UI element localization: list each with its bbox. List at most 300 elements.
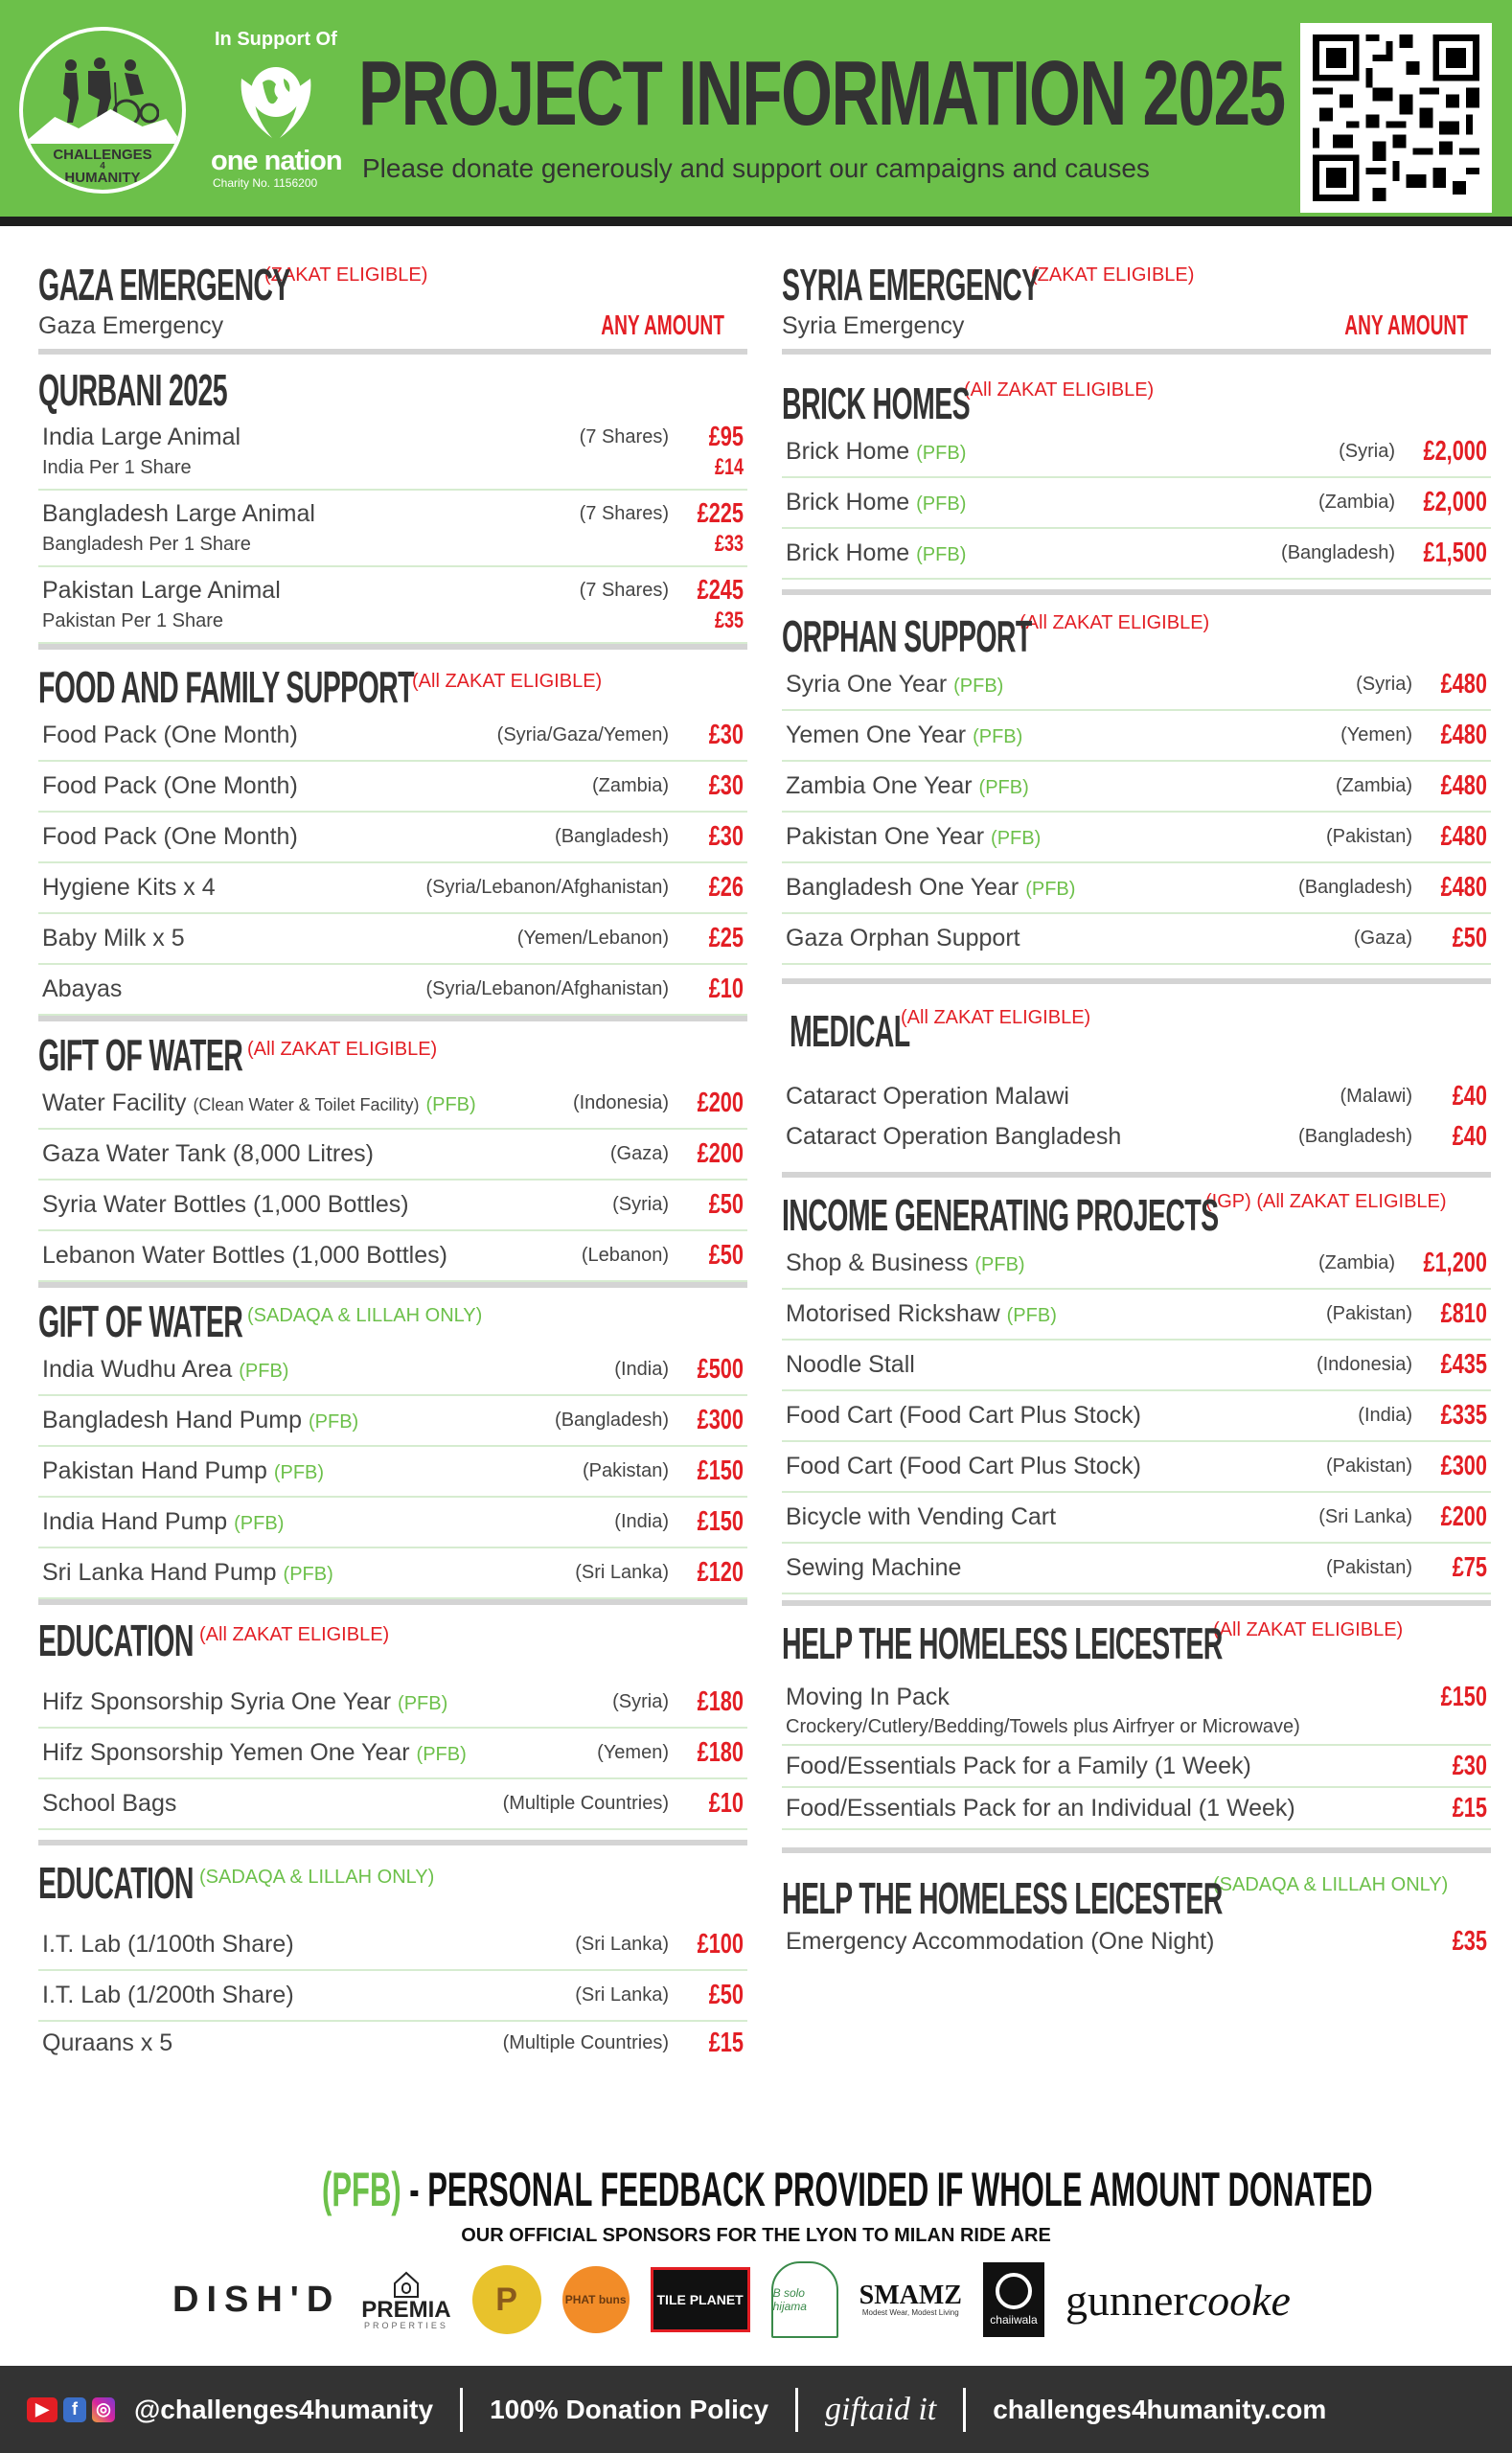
list-item [38,1231,747,1282]
list-item [38,1130,747,1181]
list-item [782,863,1491,914]
header-banner [0,0,1512,217]
item-name: Cataract Operation Bangladesh [786,1122,1122,1150]
item-name: Gaza Orphan Support [786,925,1020,951]
list-item [38,863,747,914]
item-country: (Sri Lanka) [1318,1506,1412,1527]
list-item [782,1493,1491,1544]
right-column [782,251,1491,1960]
item-name-text: Brick Home [786,438,910,465]
sponsor-gunnercooke-b: cooke [1187,2275,1291,2325]
pfb-tag: (PFB) [234,1513,285,1534]
item-name: Baby Milk x 5 [42,925,185,951]
item-country: (Syria) [612,1194,669,1215]
item-price: £15 [1452,1792,1487,1823]
item-country: (Syria/Gaza/Yemen) [496,724,669,745]
item-name: Sewing Machine [786,1554,962,1581]
item-name: Emergency Accommodation (One Night) [786,1927,1215,1955]
item-name: Hygiene Kits x 4 [42,874,216,901]
item-price: £200 [697,1138,744,1169]
list-item [782,1442,1491,1493]
item-sub-price: £33 [714,531,744,557]
item-name: Bangladesh Large Animal [42,499,315,527]
item-sub-price: £14 [714,454,744,480]
section-brick-homes [782,379,1491,595]
section-title: ORPHAN SUPPORT [782,611,1032,661]
section-title: EDUCATION [38,1616,194,1665]
item-country: (Gaza) [609,1143,669,1164]
youtube-icon[interactable]: ▶ [27,2397,57,2422]
item-shares: (7 Shares) [579,579,669,601]
item-name: Food Pack (One Month) [42,772,298,799]
item-price: £15 [708,2027,744,2058]
list-item [782,660,1491,711]
list-item [38,813,747,863]
item-sub-name: India Per 1 Share [42,456,192,478]
item-country: (Zambia) [591,775,669,796]
list-item [782,1391,1491,1442]
item-name: Food Pack (One Month) [42,823,298,850]
item-name-text: Bangladesh Hand Pump [42,1407,303,1433]
sponsor-logos [172,2257,1399,2343]
list-item [782,1922,1491,1960]
item-name [42,1089,476,1117]
list-item [38,1920,747,1971]
item-name [42,1457,324,1485]
item-name-text: Zambia One Year [786,772,973,799]
item-sub-price: £35 [714,608,744,633]
item-name-text: Pakistan Hand Pump [42,1457,267,1484]
item-price: £35 [1452,1925,1487,1957]
item-country: (India) [614,1359,669,1380]
list-item [38,2022,747,2064]
item-name-text: Brick Home [786,489,910,516]
list-item [782,914,1491,965]
item-price: £50 [708,1189,744,1220]
list-item [38,711,747,762]
section-homeless-sadaqa [782,1874,1491,1960]
item-price: £75 [1452,1552,1487,1583]
pfb-tag: (PFB) [1006,1305,1057,1326]
pfb-tag: (PFB) [916,544,967,565]
item-name [786,772,1029,800]
list-item [782,478,1491,529]
item-name-text: Syria One Year [786,671,948,698]
item-name-text: Motorised Rickshaw [786,1300,1000,1327]
list-item [782,529,1491,580]
footer [0,2366,1512,2453]
pfb-tag: (PFB) [978,777,1029,798]
zakat-tag: (All ZAKAT ELIGIBLE) [901,1007,1091,1028]
item-name: Pakistan Large Animal [42,576,281,604]
item-shares: (7 Shares) [579,502,669,524]
list-item [782,1239,1491,1290]
item-country: (Zambia) [1317,492,1395,513]
logo-text-line2: 4 [100,161,105,172]
website-link[interactable]: challenges4humanity.com [993,2394,1327,2424]
item-name-text: Hifz Sponsorship Yemen One Year [42,1739,410,1766]
pfb-tag: (PFB) [398,1693,448,1714]
item-price: £480 [1440,669,1487,699]
item-price: £26 [708,872,744,903]
pfb-tag: (PFB) [239,1361,289,1382]
item-country: (Gaza) [1353,928,1412,949]
item-name [42,1356,288,1384]
item-name: Gaza Emergency [38,311,224,339]
item-name: Moving In Pack [786,1683,950,1710]
item-price: £150 [697,1456,744,1486]
item-country: (Pakistan) [1325,826,1412,847]
sponsor-dishd-logo: DISH'D [172,2279,341,2320]
item-country: (Sri Lanka) [575,1934,669,1955]
teapot-icon [996,2273,1032,2309]
item-country: (Multiple Countries) [502,2031,669,2053]
list-item [38,1971,747,2022]
logo-text-line3: HUMANITY [64,170,141,186]
section-education-sadaqa [38,1859,747,2064]
item-price: £40 [1452,1120,1487,1152]
list-item [782,1290,1491,1341]
list-item [38,1447,747,1498]
item-price: £480 [1440,720,1487,750]
zakat-tag: (All ZAKAT ELIGIBLE) [199,1624,390,1645]
item-name [786,671,1003,699]
list-item [38,1779,747,1830]
list-item [38,1181,747,1231]
item-name-text: India Hand Pump [42,1508,228,1535]
item-name: Lebanon Water Bottles (1,000 Bottles) [42,1242,447,1269]
item-country: (Syria/Lebanon/Afghanistan) [425,978,669,999]
item-country: (Syria) [612,1691,669,1712]
item-name: Bicycle with Vending Cart [786,1503,1057,1530]
pfb-tag: (PFB) [273,1462,325,1483]
list-item [38,1729,747,1779]
item-country: (Zambia) [1317,1252,1395,1273]
item-price: £30 [708,821,744,852]
sponsor-gunnercooke-logo [1065,2275,1291,2326]
item-name [42,1739,467,1767]
item-country: (Bangladesh) [1281,542,1395,563]
zakat-tag: (All ZAKAT ELIGIBLE) [412,671,603,692]
list-item [38,1345,747,1396]
item-price: £300 [1440,1451,1487,1481]
sponsor-phat-buns-logo: PHAT buns [562,2266,630,2333]
item-name: I.T. Lab (1/100th Share) [42,1931,294,1958]
zakat-tag: (ZAKAT ELIGIBLE) [264,264,428,286]
header-divider [0,217,1512,226]
item-sub-name: Pakistan Per 1 Share [42,609,223,631]
pfb-tag: (PFB) [916,493,967,515]
pfb-tag: (PFB) [416,1744,467,1765]
item-name-text: Pakistan One Year [786,823,985,850]
list-item [782,1116,1491,1157]
item-country: (Bangladesh) [555,1410,669,1431]
list-item [782,1681,1491,1746]
item-note: (Clean Water & Toilet Facility) [193,1095,420,1114]
item-name [786,539,966,567]
item-price: £200 [697,1088,744,1118]
pfb-tag: (PFB) [916,443,967,464]
pfb-explanation [0,2162,1512,2217]
divider [963,2388,966,2432]
section-income-generating-projects [782,1191,1491,1606]
item-name [786,1300,1057,1328]
section-qurbani [38,366,747,650]
section-title: SYRIA EMERGENCY [782,260,1040,309]
item-country: (Syria/Lebanon/Afghanistan) [425,877,669,898]
item-price: ANY AMOUNT [1344,309,1468,341]
item-name: Cataract Operation Malawi [786,1082,1069,1110]
donation-policy: 100% Donation Policy [490,2394,769,2424]
zakat-tag: (All ZAKAT ELIGIBLE) [1213,1619,1404,1640]
section-title: EDUCATION [38,1858,194,1908]
pfb-tag: (PFB) [973,726,1023,747]
item-price: £180 [697,1737,744,1768]
item-price: £500 [697,1354,744,1385]
item-country: (India) [1358,1405,1412,1426]
list-item [38,965,747,1016]
page-title: PROJECT INFORMATION 2025 [358,42,1285,145]
item-name-text: India Wudhu Area [42,1356,233,1383]
item-country: (Indonesia) [572,1092,669,1113]
item-country: (Yemen) [597,1742,669,1763]
qr-code[interactable] [1300,23,1492,213]
item-name: Quraans x 5 [42,2029,173,2056]
section-title: INCOME GENERATING PROJECTS [782,1190,1219,1240]
item-country: (Malawi) [1340,1085,1412,1107]
section-title: QURBANI 2025 [38,365,228,415]
house-icon [392,2270,421,2299]
zakat-tag: (ZAKAT ELIGIBLE) [1031,264,1195,286]
item-country: (Pakistan) [1325,1303,1412,1324]
zakat-tag: (All ZAKAT ELIGIBLE) [964,379,1155,401]
pfb-tag: (PFB) [308,1411,359,1433]
partner-name: one nation [211,146,342,176]
section-title: BRICK HOMES [782,378,970,428]
social-handle[interactable]: @challenges4humanity [134,2394,434,2424]
item-price: £1,200 [1423,1248,1487,1278]
item-country: (Multiple Countries) [502,1793,669,1814]
list-item [38,1396,747,1447]
list-item [782,711,1491,762]
item-price: £30 [708,770,744,801]
section-title: GIFT OF WATER [38,1030,243,1080]
item-name: Gaza Water Tank (8,000 Litres) [42,1140,374,1167]
pfb-tag: (PFB) [953,676,1004,697]
challenges4humanity-logo [19,27,186,194]
item-price: £480 [1440,821,1487,852]
section-gaza-emergency [38,261,747,355]
list-item [38,1548,747,1599]
section-syria-emergency [782,261,1491,355]
section-gift-of-water-sadaqa [38,1297,747,1605]
divider [795,2388,798,2432]
sponsor-gunnercooke-a: gunner [1065,2275,1188,2325]
sadaqa-tag: (SADAQA & LILLAH ONLY) [247,1305,483,1326]
item-price: £2,000 [1423,487,1487,517]
list-item [782,1341,1491,1391]
list-item [782,1076,1491,1116]
item-price: £50 [1452,923,1487,953]
sponsor-smamz-sub: Modest Wear, Modest Living [861,2308,959,2317]
item-price: £150 [1440,1681,1487,1712]
list-item [782,813,1491,863]
item-description: Crockery/Cutlery/Bedding/Towels plus Airfryer or Microwave) [786,1715,1300,1737]
item-price: £150 [697,1506,744,1537]
pfb-tag: (PFB) [991,828,1042,849]
item-sub-name: Bangladesh Per 1 Share [42,533,251,555]
item-price: ANY AMOUNT [601,309,724,341]
item-price: £435 [1440,1349,1487,1380]
item-name-text: Water Facility [42,1089,187,1116]
item-country: (Syria) [1356,674,1412,695]
sadaqa-tag: (SADAQA & LILLAH ONLY) [1213,1874,1449,1895]
sponsor-b-solo-hijama-logo: B solo hijama [771,2261,838,2338]
list-item [38,1678,747,1729]
list-item [782,1746,1491,1788]
item-name-text: Hifz Sponsorship Syria One Year [42,1688,392,1715]
pfb-tag: (PFB) [283,1564,333,1585]
sponsor-premia-logo [361,2270,450,2330]
item-country: (Bangladesh) [1298,1125,1412,1147]
item-name [786,438,966,466]
item-country: (Bangladesh) [1298,877,1412,898]
item-name-text: Yemen One Year [786,722,967,748]
section-title: GIFT OF WATER [38,1296,243,1346]
zakat-tag: (All ZAKAT ELIGIBLE) [247,1039,438,1060]
list-item [38,414,747,491]
list-item [38,491,747,567]
section-title: HELP THE HOMELESS LEICESTER [782,1618,1223,1668]
item-name: I.T. Lab (1/200th Share) [42,1982,294,2008]
pfb-tag: (PFB) [974,1254,1025,1275]
item-price: £40 [1452,1080,1487,1112]
sponsor-smamz-name: SMAMZ [859,2281,962,2310]
item-country: (India) [614,1511,669,1532]
item-country: (Syria) [1339,441,1395,462]
item-price: £300 [697,1405,744,1435]
item-country: (Bangladesh) [555,826,669,847]
item-country: (Yemen/Lebanon) [516,928,669,949]
divider [460,2388,463,2432]
zakat-tag: (IGP) (All ZAKAT ELIGIBLE) [1205,1191,1447,1212]
item-price: £50 [708,1980,744,2010]
item-name [42,1559,333,1587]
item-country: (Indonesia) [1316,1354,1412,1375]
item-country: (Sri Lanka) [575,1562,669,1583]
item-name-text: Brick Home [786,539,910,566]
item-name: Food/Essentials Pack for a Family (1 Week) [786,1752,1251,1779]
section-title: HELP THE HOMELESS LEICESTER [782,1873,1223,1923]
list-item [782,427,1491,478]
sponsor-smamz-logo [859,2282,962,2317]
item-price: £10 [708,1788,744,1819]
item-country: (Pakistan) [1325,1456,1412,1477]
section-education-zakat [38,1616,747,1845]
sponsor-chaiiwala-name: chaiiwala [990,2313,1038,2327]
item-price: £200 [1440,1502,1487,1532]
item-price: £50 [708,1240,744,1271]
item-price: £480 [1440,770,1487,801]
sponsor-chaiiwala-logo [983,2262,1044,2337]
item-name [786,1249,1025,1277]
item-name: India Large Animal [42,423,241,450]
list-item [38,1498,747,1548]
item-name [786,823,1041,851]
pfb-tag: (PFB) [1025,879,1076,900]
section-title: FOOD AND FAMILY SUPPORT [38,662,414,712]
item-price: £25 [708,923,744,953]
item-name: Food Cart (Food Cart Plus Stock) [786,1453,1141,1479]
globe-hands-icon [234,59,318,140]
item-name: Food Cart (Food Cart Plus Stock) [786,1402,1141,1429]
left-column [38,251,747,2064]
item-price: £225 [697,497,744,529]
item-name [42,1508,284,1536]
logo-text-line1: CHALLENGES [53,147,152,163]
in-support-of-label: In Support Of [215,29,337,50]
item-country: (Zambia) [1335,775,1412,796]
section-orphan-support [782,612,1491,984]
item-shares: (7 Shares) [579,425,669,447]
list-item [38,567,747,644]
pfb-label: (PFB) [322,2163,401,2216]
item-name-text: Sri Lanka Hand Pump [42,1559,277,1586]
item-name: Syria Emergency [782,311,965,339]
item-price: £95 [708,421,744,452]
list-item [782,1788,1491,1830]
section-title: MEDICAL [790,1006,910,1056]
sponsors-label: OUR OFFICIAL SPONSORS FOR THE LYON TO MILAN RIDE ARE [461,2225,1051,2246]
item-name: Food/Essentials Pack for an Individual (1 Week) [786,1794,1295,1822]
list-item [782,762,1491,813]
section-medical [782,1007,1491,1178]
pfb-tag: (PFB) [425,1094,476,1115]
section-title: GAZA EMERGENCY [38,260,290,309]
item-name [42,1407,358,1434]
item-price: £810 [1440,1298,1487,1329]
partner-charity-number: Charity No. 1156200 [213,176,318,190]
item-price: £180 [697,1686,744,1717]
item-price: £1,500 [1423,538,1487,568]
page-subtitle: Please donate generously and support our campaigns and causes [362,153,1150,183]
list-item [38,762,747,813]
facebook-icon[interactable]: f [63,2397,86,2422]
list-item [38,914,747,965]
item-name: Food Pack (One Month) [42,722,298,748]
item-price: £30 [708,720,744,750]
sponsor-tile-planet-logo: TILE PLANET [651,2267,750,2332]
item-country: (Sri Lanka) [575,1984,669,2006]
item-country: (Pakistan) [1325,1557,1412,1578]
list-item [38,1079,747,1130]
section-food-family-support [38,663,747,1021]
item-name [42,1688,447,1716]
section-gift-of-water-zakat [38,1031,747,1288]
item-price: £480 [1440,872,1487,903]
section-homeless-zakat [782,1619,1491,1853]
instagram-icon[interactable]: ◎ [92,2397,115,2422]
sadaqa-tag: (SADAQA & LILLAH ONLY) [199,1867,435,1888]
sponsor-premia-sub: PROPERTIES [364,2320,448,2330]
item-name: School Bags [42,1790,177,1817]
giftaid-logo: giftaid it [825,2391,937,2427]
item-name [786,489,966,516]
sponsor-mucho-picante-logo: P [472,2265,541,2334]
item-country: (Lebanon) [581,1245,669,1266]
item-price: £335 [1440,1400,1487,1431]
pfb-text: - PERSONAL FEEDBACK PROVIDED IF WHOLE AMOUNT DONATED [401,2163,1373,2216]
